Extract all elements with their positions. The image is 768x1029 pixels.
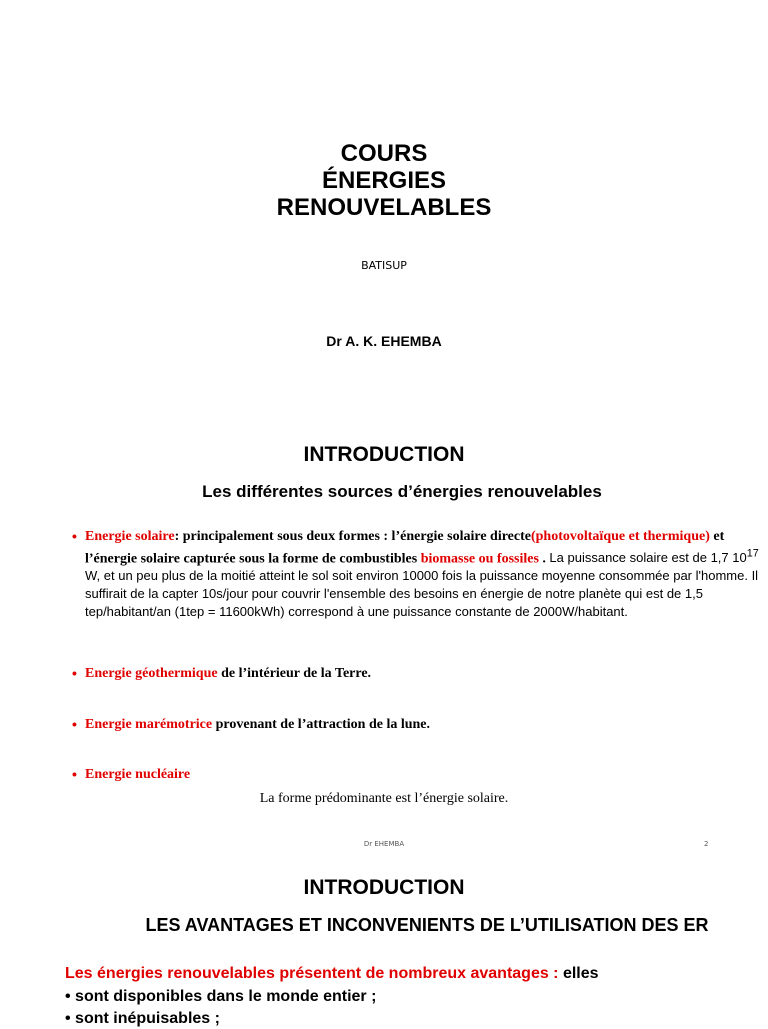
detail-part: La puissance solaire est de 1,7 10	[549, 550, 747, 566]
title-line-2: ÉNERGIES	[321, 167, 447, 194]
slide3-heading: INTRODUCTION	[303, 876, 465, 899]
bullet-nuclear	[72, 766, 762, 783]
bullet-tidal	[72, 716, 762, 733]
bullet-highlight: biomasse ou fossiles	[420, 551, 539, 567]
slide2-subheading: Les différentes sources d’énergies renouvelables	[202, 482, 602, 501]
bullet-solar	[72, 528, 762, 621]
bullet-text: .	[538, 551, 550, 567]
advantages-lead-text: elles	[558, 965, 599, 982]
bullet-highlight: (photovoltaïque et thermique)	[530, 529, 710, 544]
bullet-dot: •	[72, 716, 77, 732]
bullet-dot: •	[72, 766, 77, 782]
bullet-text: provenant de l’attraction de la lune.	[212, 717, 431, 732]
advantages-lead-red: Les énergies renouvelables présentent de nombreux avantages :	[65, 965, 559, 982]
title-line-3: RENOUVELABLES	[276, 194, 492, 221]
slide2-conclusion: La forme prédominante est l’énergie solaire.	[259, 791, 509, 806]
bullet-label: Energie marémotrice	[85, 717, 213, 732]
bullet-text: de l’intérieur de la Terre.	[217, 666, 372, 681]
detail-exponent: 17	[746, 548, 759, 560]
bullet-label: Energie solaire	[85, 529, 175, 544]
slide-page-number: 2	[704, 840, 709, 848]
advantages-lead	[65, 964, 755, 984]
bullet-geothermal	[72, 665, 762, 682]
bullet-label: Energie nucléaire	[85, 767, 191, 782]
slide2-heading: INTRODUCTION	[303, 443, 465, 466]
bullet-dot: •	[72, 665, 77, 681]
bullet-dot: •	[72, 528, 77, 544]
detail-part: W, et un peu plus de la moitié atteint le sol soit environ 10000 fois la puissance moyenne consommée par l'homme. Il suffirait de la capter 10s/jour pour couvrir l'ensemble des besoins en énergie de notre planète qui est de 1,5 tep/habitant/an (1tep = 11600kWh) correspond à une puissance constante de 2000W/habitant.	[85, 568, 759, 620]
institution-subtitle: BATISUP	[361, 259, 407, 272]
course-title	[0, 140, 768, 221]
title-line-1: COURS	[340, 140, 428, 167]
slide3-subheading: LES AVANTAGES ET INCONVENIENTS DE L’UTILISATION DES ER	[145, 915, 709, 935]
slide-footer-author: Dr EHEMBA	[363, 840, 405, 848]
advantage-item: • sont disponibles dans le monde entier ;	[65, 988, 377, 1005]
bullet-text: : principalement sous deux formes : l’énergie solaire directe	[174, 529, 531, 544]
author-name: Dr A. K. EHEMBA	[326, 333, 442, 349]
bullet-label: Energie géothermique	[85, 666, 218, 681]
bullet-text: et l’énergie solaire capturée sous la forme de combustibles	[85, 529, 725, 567]
advantage-item: • sont inépuisables ;	[65, 1010, 220, 1027]
